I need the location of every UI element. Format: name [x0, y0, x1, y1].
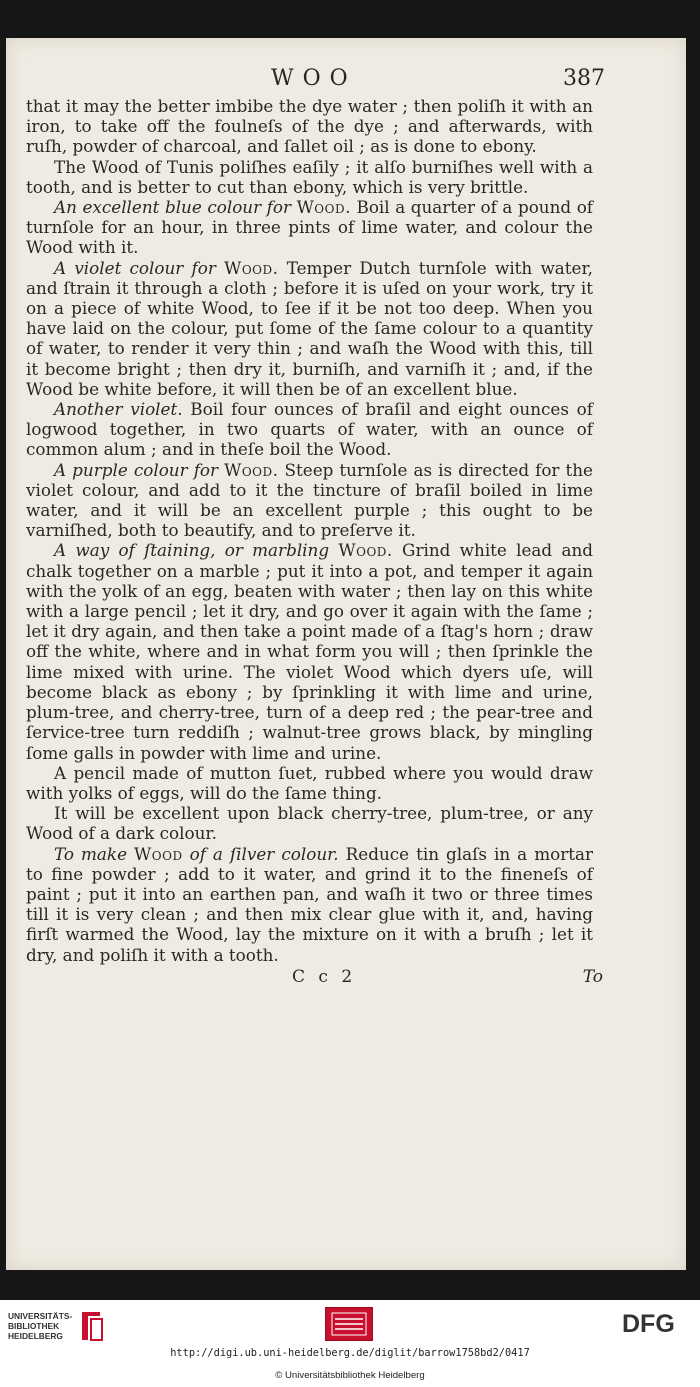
- book-page: [6, 38, 686, 1270]
- paragraph: [26, 96, 593, 157]
- body-text: [26, 96, 593, 965]
- dfg-logo-text: DFG: [622, 1310, 675, 1336]
- dfg-logo-icon[interactable]: [622, 1310, 690, 1336]
- paragraph: [26, 803, 593, 843]
- library-emblem-icon: [78, 1310, 106, 1342]
- page-content: [26, 66, 605, 991]
- paragraph: [26, 258, 593, 399]
- university-library-logo[interactable]: [8, 1308, 128, 1344]
- small-caps-word: Wood: [134, 843, 183, 864]
- recipe-heading: To make: [54, 843, 135, 864]
- small-caps-word: Wood.: [338, 540, 393, 561]
- running-head: WOO: [271, 66, 357, 91]
- page-header: [26, 66, 605, 96]
- paragraph: [26, 399, 593, 460]
- paragraph: [26, 844, 593, 965]
- paragraph-text: Grind white lead and chalk together on a marble ; put it into a pot, and temper it again with the yolk of an egg, beaten with water ; then lay on this white with a large pencil ; let it dry, and go over it again with the ſame ; let it dry again, and then take a point made of a ſtag's horn ; draw off the white, where and in what form you will ; then ſprinkle the lime mixed with urine. The violet Wood which dyers uſe, will become black as ebony ; by ſprinkling it with lime and urine, plum-tree, and cherry-tree, turn of a deep red ; the pear-tree and ſervice-tree turn reddiſh ; walnut-tree grows black, by mingling ſome galls in powder with lime and urine.: [26, 540, 593, 763]
- small-caps-word: Wood.: [296, 197, 351, 218]
- viewer-footer-bar: [0, 1300, 700, 1387]
- small-caps-word: Wood.: [224, 257, 279, 278]
- recipe-heading: A violet colour for: [54, 257, 225, 278]
- paragraph: [26, 157, 593, 197]
- paragraph-text: Steep turnſole as is directed for the violet colour, and add to it the tincture of braſil boiled in lime water, and it will be an excellent purple ; this ought to be varniſhed, both to beautify, and to preſerve it.: [26, 459, 593, 541]
- signature-mark: C c 2: [292, 966, 357, 987]
- paragraph-text: that it may the better imbibe the dye water ; then poliſh it with an iron, to take off the foulneſs of the dye ; and afterwards, with ruſh, powder of charcoal, and ſallet oil ; as is done to ebony.: [26, 96, 593, 157]
- paragraph: [26, 540, 593, 762]
- library-logo-text: [8, 1311, 72, 1341]
- library-logo-line: BIBLIOTHEK: [8, 1321, 60, 1331]
- paragraph-text: It will be excellent upon black cherry-tree, plum-tree, or any Wood of a dark colour.: [26, 803, 593, 844]
- recipe-heading: A way of ſtaining, or marbling: [54, 540, 339, 561]
- library-logo-line: UNIVERSITÄTS-: [8, 1311, 73, 1321]
- recipe-heading: A purple colour for: [54, 459, 225, 480]
- small-caps-word: Wood.: [224, 459, 279, 480]
- page-number: 387: [563, 66, 605, 91]
- catchword: To: [582, 966, 603, 987]
- paragraph-text: A pencil made of mutton ſuet, rubbed where you would draw with yolks of eggs, will do the ſame thing.: [26, 762, 593, 803]
- paragraph: [26, 460, 593, 541]
- paragraph: [26, 197, 593, 258]
- permalink-url[interactable]: http://digi.ub.uni-heidelberg.de/diglit/barrow1758bd2/0417: [170, 1347, 530, 1359]
- paragraph-text: The Wood of Tunis poliſhes eaſily ; it alſo burniſhes well with a tooth, and is better to cut than ebony, which is very brittle.: [26, 156, 593, 197]
- recipe-heading: of a ſilver colour.: [182, 843, 339, 864]
- recipe-heading: An excellent blue colour for: [54, 197, 297, 218]
- seal-pattern-icon: [326, 1308, 372, 1340]
- library-logo-line: HEIDELBERG: [8, 1331, 63, 1341]
- copyright-notice: © Universitätsbibliothek Heidelberg: [275, 1370, 425, 1381]
- paragraph-text: Reduce tin glaſs in a mortar to fine powder ; add to it water, and grind it to the fineneſs of paint ; put it into an earthen pan, and waſh it two or three times till it is very clean ; and then mix clear glue with it, and, having firſt warmed the Wood, lay the mixture on it with a bruſh ; let it dry, and poliſh it with a tooth.: [26, 843, 594, 965]
- page-footer: [26, 966, 603, 991]
- paragraph-text: Boil a quarter of a pound of turnſole for an hour, in three pints of lime water, and colour the Wood with it.: [26, 197, 594, 258]
- paragraph-text: Boil four ounces of braſil and eight ounces of logwood together, in two quarts of water, with an ounce of common alum ; and in theſe boil the Wood.: [26, 399, 593, 460]
- paragraph-text: Temper Dutch turnſole with water, and ſtrain it through a cloth ; before it is uſed on your work, try it on a piece of white Wood, to ſee if it be not too deep. When you have laid on the colour, put ſome of the ſame colour to a quantity of water, to render it very thin ; and waſh the Wood with this, till it become bright ; then dry it, burniſh, and varniſh it ; and, if the Wood be white before, it will then be of an excellent blue.: [26, 257, 593, 399]
- paragraph: [26, 763, 593, 803]
- heidelberg-seal-icon[interactable]: [325, 1307, 373, 1341]
- recipe-heading: Another violet.: [54, 399, 183, 420]
